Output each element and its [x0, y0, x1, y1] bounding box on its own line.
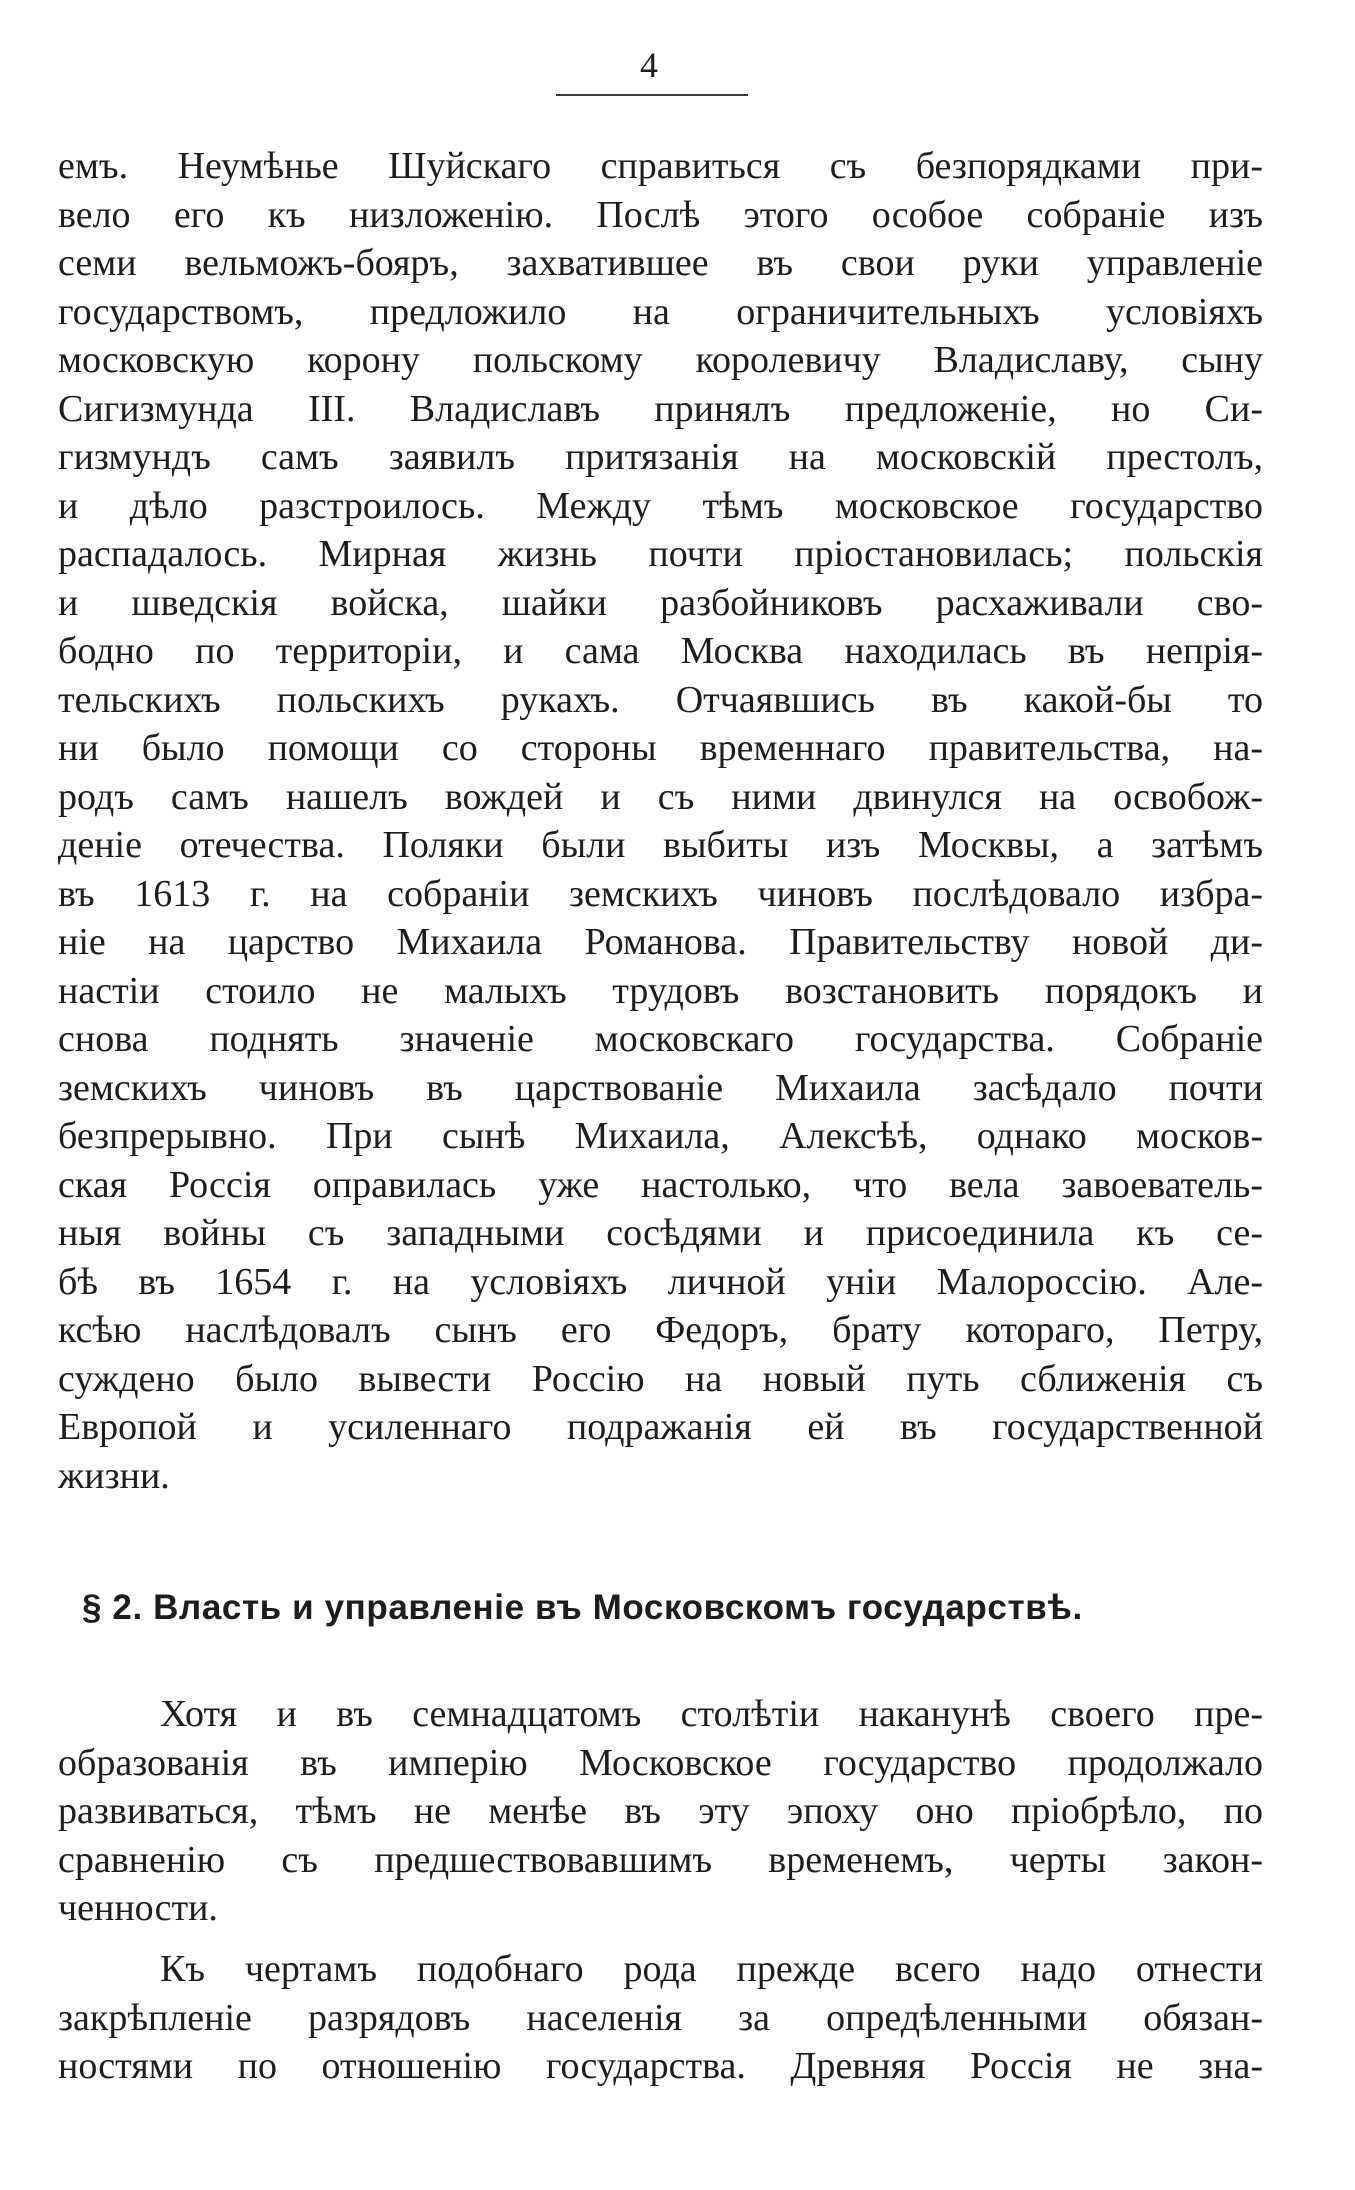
text-line: ныя войны съ западными сосѣдями и присоединила къ се-	[58, 1212, 1263, 1254]
text-line: Сигизмунда III. Владиславъ принялъ предложеніе, но Си-	[58, 387, 1263, 430]
text-line: деніе отечества. Поляки были выбиты изъ Москвы, а затѣмъ	[58, 824, 1263, 866]
text-line: и дѣло разстроилось. Между тѣмъ московское государство	[58, 484, 1263, 527]
page-number: 4	[640, 45, 660, 85]
text-line: настіи стоило не малыхъ трудовъ возстановить порядокъ и	[58, 969, 1263, 1012]
text-line: безпрерывно. При сынѣ Михаила, Алексѣѣ, однако москов-	[58, 1115, 1263, 1157]
text-line: родъ самъ нашелъ вождей и съ ними двинулся на освобож-	[58, 775, 1263, 818]
text-line: развиваться, тѣмъ не менѣе въ эту эпоху оно пріобрѣло, по	[58, 1790, 1263, 1832]
text-line: государствомъ, предложило на ограничительныхъ условіяхъ	[58, 290, 1263, 333]
text-line: сравненію съ предшествовавшимъ временемъ, черты закон-	[58, 1838, 1263, 1881]
text-line: и шведскія войска, шайки разбойниковъ расхаживали сво-	[58, 581, 1263, 624]
text-line: ченности.	[58, 1887, 218, 1929]
section-heading: § 2. Власть и управленіе въ Московскомъ государствѣ.	[82, 1588, 1083, 1627]
text-line: суждено было вывести Россію на новый путь сближенія съ	[58, 1357, 1263, 1400]
text-line: ксѣю наслѣдовалъ сынъ его Федоръ, брату котораго, Петру,	[58, 1309, 1263, 1351]
text-line: жизни.	[58, 1454, 170, 1497]
text-line: ніе на царство Михаила Романова. Правительству новой ди-	[58, 921, 1263, 963]
text-line: ская Россія оправилась уже настолько, что вела завоеватель-	[58, 1163, 1263, 1206]
text-line: земскихъ чиновъ въ царствованіе Михаила засѣдало почти	[58, 1066, 1263, 1109]
paragraph-continuation	[58, 142, 1263, 1500]
text-line: бѣ въ 1654 г. на условіяхъ личной уніи Малороссію. Але-	[58, 1260, 1263, 1303]
text-line: Къ чертамъ подобнаго рода прежде всего надо отнести	[160, 1948, 1263, 1990]
text-line: бодно по территоріи, и сама Москва находилась въ непрія-	[58, 630, 1263, 672]
text-line: гизмундъ самъ заявилъ притязанія на московскій престолъ,	[58, 436, 1263, 478]
text-line: Европой и усиленнаго подражанія ей въ государственной	[58, 1406, 1263, 1448]
text-line: распадалось. Мирная жизнь почти пріостановилась; польскія	[58, 533, 1263, 575]
text-line: емъ. Неумѣнье Шуйскаго справиться съ безпорядками при-	[58, 145, 1263, 187]
text-line: снова поднять значеніе московскаго государства. Собраніе	[58, 1018, 1263, 1060]
text-line: закрѣпленіе разрядовъ населенія за опредѣленными обязан-	[58, 1996, 1263, 2039]
text-line: московскую корону польскому королевичу Владиславу, сыну	[58, 339, 1263, 381]
text-line: тельскихъ польскихъ рукахъ. Отчаявшись въ какой-бы то	[58, 678, 1263, 721]
text-line: Хотя и въ семнадцатомъ столѣтіи наканунѣ своего пре-	[160, 1693, 1263, 1735]
paragraph	[58, 1690, 1263, 1933]
text-line: въ 1613 г. на собраніи земскихъ чиновъ послѣдовало избра-	[58, 872, 1263, 915]
text-line: семи вельможъ-бояръ, захватившее въ свои руки управленіе	[58, 242, 1263, 284]
page-number-rule	[556, 94, 748, 96]
text-line: вело его къ низложенію. Послѣ этого особое собраніе изъ	[58, 193, 1263, 236]
text-line: образованія въ имперію Московское государство продолжало	[58, 1741, 1263, 1784]
paragraph	[58, 1945, 1263, 2091]
text-line: ностями по отношенію государства. Древняя Россія не зна-	[58, 2045, 1263, 2087]
text-line: ни было помощи со стороны временнаго правительства, на-	[58, 727, 1263, 769]
